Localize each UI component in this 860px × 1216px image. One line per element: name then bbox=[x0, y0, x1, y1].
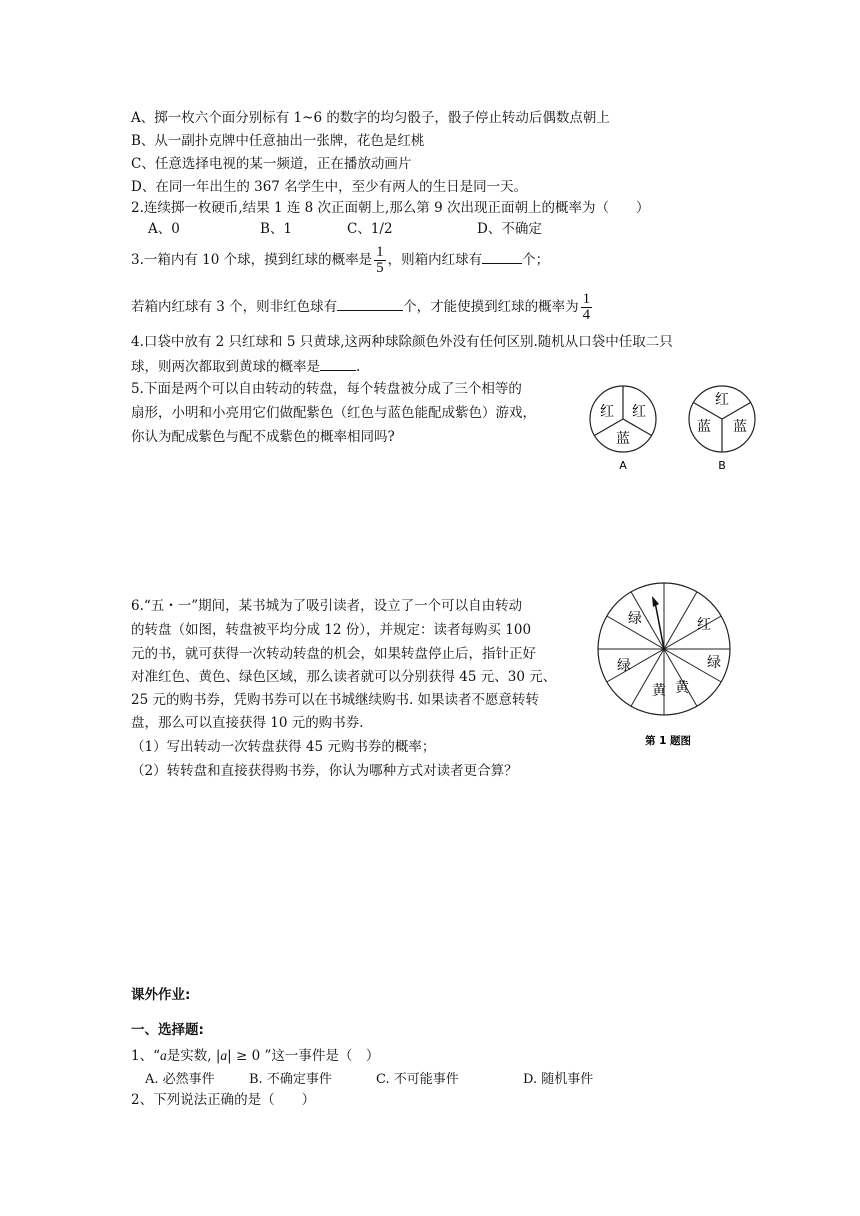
wheel-label-yellow-2: 黄 bbox=[675, 680, 689, 696]
q3-line-2: 若箱内红球有 3 个，则非红色球有 个，才能使摸到红球的概率为 $\frac{1}{4}$ bbox=[131, 291, 591, 323]
q3-answer-blank-2[interactable] bbox=[337, 296, 403, 311]
q5-line-1: 5.下面是两个可以自由转动的转盘，每个转盘被分成了三个相等的 bbox=[131, 381, 522, 397]
q3-fraction-2: $\frac{1}{4}$ bbox=[582, 291, 591, 323]
q3-line-1: 3.一箱内有 10 个球，摸到红球的概率是 $\frac{1}{5}$ ，则箱内红球有 个； bbox=[131, 244, 550, 276]
q3-fraction-1: $\frac{1}{5}$ bbox=[376, 244, 384, 276]
spinner-b-label-1: 红 bbox=[715, 392, 729, 408]
q6-sub-question-2: （2）转转盘和直接获得购书券，你认为哪种方式对读者更合算？ bbox=[131, 763, 518, 779]
spinner-b-label-2: 蓝 bbox=[697, 419, 711, 435]
wheel-label-red: 红 bbox=[697, 617, 711, 633]
q1-option-d: D、在同一年出生的 367 名学生中，至少有两人的生日是同一天。 bbox=[131, 179, 528, 195]
q2-option-b: B、1 bbox=[260, 221, 293, 237]
homework-q1-option-a: A. 必然事件 bbox=[145, 1072, 215, 1087]
wheel-label-green-3: 绿 bbox=[707, 655, 721, 671]
homework-section-heading: 一、选择题: bbox=[131, 1022, 204, 1038]
homework-q1-stem: 1、“a是实数, |a| ≥ 0 ”这一事件是（ ） bbox=[131, 1048, 380, 1064]
q6-line-2: 的转盘（如图，转盘被平均分成 12 份），并规定：读者每购买 100 bbox=[131, 622, 532, 638]
wheel-label-green-1: 绿 bbox=[628, 611, 642, 627]
homework-q2-stem: 2、下列说法正确的是（ ） bbox=[131, 1092, 316, 1108]
spinner-b-label-3: 蓝 bbox=[733, 419, 747, 435]
homework-title: 课外作业: bbox=[131, 987, 191, 1003]
q5-line-3: 你认为配成紫色与配不成紫色的概率相同吗? bbox=[131, 429, 395, 445]
spinner-a-label-2: 红 bbox=[632, 404, 646, 420]
q1-option-c: C、任意选择电视的某一频道，正在播放动画片 bbox=[131, 156, 412, 172]
q6-wheel bbox=[592, 571, 737, 749]
spinner-b-caption: B bbox=[718, 459, 726, 472]
q2-option-c: C、1/2 bbox=[347, 221, 393, 237]
spinner-a-label-3: 蓝 bbox=[616, 431, 630, 447]
q6-line-1: 6.“五・一”期间，某书城为了吸引读者，设立了一个可以自由转动 bbox=[131, 598, 523, 614]
spinner-b bbox=[686, 383, 758, 473]
q1-option-b: B、从一副扑克牌中任意抽出一张牌，花色是红桃 bbox=[131, 133, 425, 149]
spinner-a bbox=[588, 383, 660, 473]
wheel-label-green-2: 绿 bbox=[617, 658, 631, 674]
spinner-a-caption: A bbox=[619, 459, 627, 472]
q5-line-2: 扇形，小明和小亮用它们做配紫色（红色与蓝色能配成紫色）游戏， bbox=[131, 405, 536, 421]
q2-stem: 2.连续掷一枚硬币,结果 1 连 8 次正面朝上,那么第 9 次出现正面朝上的概率为（ ） bbox=[131, 200, 650, 216]
q6-line-6: 盘，那么可以直接获得 10 元的购书券. bbox=[131, 715, 364, 731]
homework-q1-option-c: C. 不可能事件 bbox=[376, 1072, 459, 1087]
q6-sub-question-1: （1）写出转动一次转盘获得 45 元购书券的概率； bbox=[131, 739, 436, 755]
homework-q1-option-b: B. 不确定事件 bbox=[249, 1072, 332, 1087]
q2-option-d: D、不确定 bbox=[477, 221, 542, 237]
q4-line-1: 4.口袋中放有 2 只红球和 5 只黄球,这两种球除颜色外没有任何区别.随机从口袋中任取二只 bbox=[131, 334, 673, 350]
q2-option-a: A、0 bbox=[148, 221, 180, 237]
q4-answer-blank[interactable] bbox=[320, 356, 356, 371]
spinner-a-label-1: 红 bbox=[600, 404, 614, 420]
wheel-label-yellow-1: 黄 bbox=[652, 683, 666, 699]
homework-q1-option-d: D. 随机事件 bbox=[523, 1072, 594, 1087]
q6-line-4: 对准红色、黄色、绿色区域，那么读者就可以分别获得 45 元、30 元、 bbox=[131, 669, 557, 685]
q4-line-2: 球，则两次都取到黄球的概率是 . bbox=[131, 356, 360, 376]
q3-answer-blank-1[interactable] bbox=[482, 249, 522, 264]
wheel-caption: 第 1 题图 bbox=[644, 735, 692, 747]
q1-option-a: A、掷一枚六个面分别标有 1~6 的数字的均匀骰子，骰子停止转动后偶数点朝上 bbox=[131, 110, 610, 126]
q6-line-5: 25 元的购书券，凭购书券可以在书城继续购书. 如果读者不愿意转转 bbox=[131, 692, 540, 708]
q6-line-3: 元的书，就可获得一次转动转盘的机会，如果转盘停止后，指针正好 bbox=[131, 646, 536, 662]
